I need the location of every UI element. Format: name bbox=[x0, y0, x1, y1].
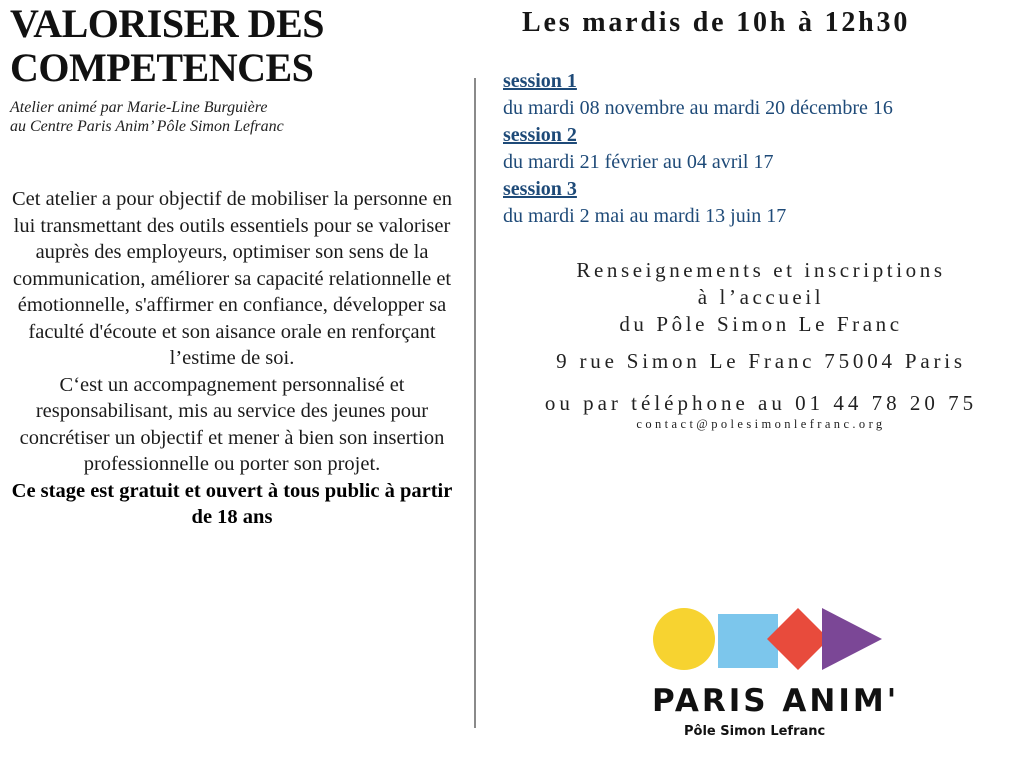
session-dates: du mardi 2 mai au mardi 13 juin 17 bbox=[503, 205, 787, 227]
session-label: session 3 bbox=[503, 178, 577, 200]
title-line-1: VALORISER DES bbox=[10, 1, 324, 46]
paris-anim-logo bbox=[648, 604, 898, 754]
subtitle-line-1: Atelier animé par Marie-Line Burguière bbox=[10, 99, 268, 116]
registration-line-1: Renseignements et inscriptions bbox=[576, 258, 946, 282]
phone-number: ou par téléphone au 01 44 78 20 75 bbox=[544, 391, 978, 415]
session-item bbox=[503, 122, 893, 176]
page-title bbox=[10, 2, 324, 90]
description-paragraph-2: C‘est un accompagnement personnalisé et responsabilisant, mis au service des jeunes pour concrétiser un objectif et mener à bien son insertion professionnelle ou porter son projet. bbox=[19, 373, 445, 475]
workshop-subtitle bbox=[10, 98, 284, 136]
session-item bbox=[503, 176, 893, 230]
registration-line-3: du Pôle Simon Le Franc bbox=[619, 312, 903, 336]
session-label: session 1 bbox=[503, 70, 577, 92]
free-access-notice: Ce stage est gratuit et ouvert à tous public à partir de 18 ans bbox=[11, 479, 453, 528]
title-line-2: COMPETENCES bbox=[10, 45, 314, 90]
schedule-heading: Les mardis de 10h à 12h30 bbox=[522, 7, 911, 38]
session-item bbox=[503, 68, 893, 122]
workshop-description bbox=[2, 186, 462, 531]
address: 9 rue Simon Le Franc 75004 Paris bbox=[556, 349, 966, 373]
registration-line-2: à l’accueil bbox=[697, 285, 825, 309]
logo-subtitle: Pôle Simon Lefranc bbox=[684, 724, 826, 739]
logo-triangle bbox=[822, 608, 882, 670]
registration-info bbox=[500, 257, 1022, 338]
email-address: contact@polesimonlefranc.org bbox=[636, 417, 886, 431]
logo-shapes-icon bbox=[648, 604, 898, 684]
session-dates: du mardi 08 novembre au mardi 20 décembre 16 bbox=[503, 97, 893, 119]
session-dates: du mardi 21 février au 04 avril 17 bbox=[503, 151, 774, 173]
logo-circle bbox=[653, 608, 715, 670]
session-label: session 2 bbox=[503, 124, 577, 146]
logo-wordmark: PARIS ANIM' bbox=[652, 683, 900, 719]
sessions-list bbox=[503, 68, 893, 230]
vertical-divider bbox=[474, 78, 476, 728]
subtitle-line-2: au Centre Paris Anim’ Pôle Simon Lefranc bbox=[10, 118, 284, 135]
description-paragraph-1: Cet atelier a pour objectif de mobiliser la personne en lui transmettant des outils essentiels pour se valoriser auprès des employeurs, optimiser son sens de la communication, améliorer sa capacité relationnelle et émotionnelle, s'affirmer en confiance, développer sa faculté d'écoute et son aisance orale en renforçant l’estime de soi. bbox=[11, 188, 453, 369]
